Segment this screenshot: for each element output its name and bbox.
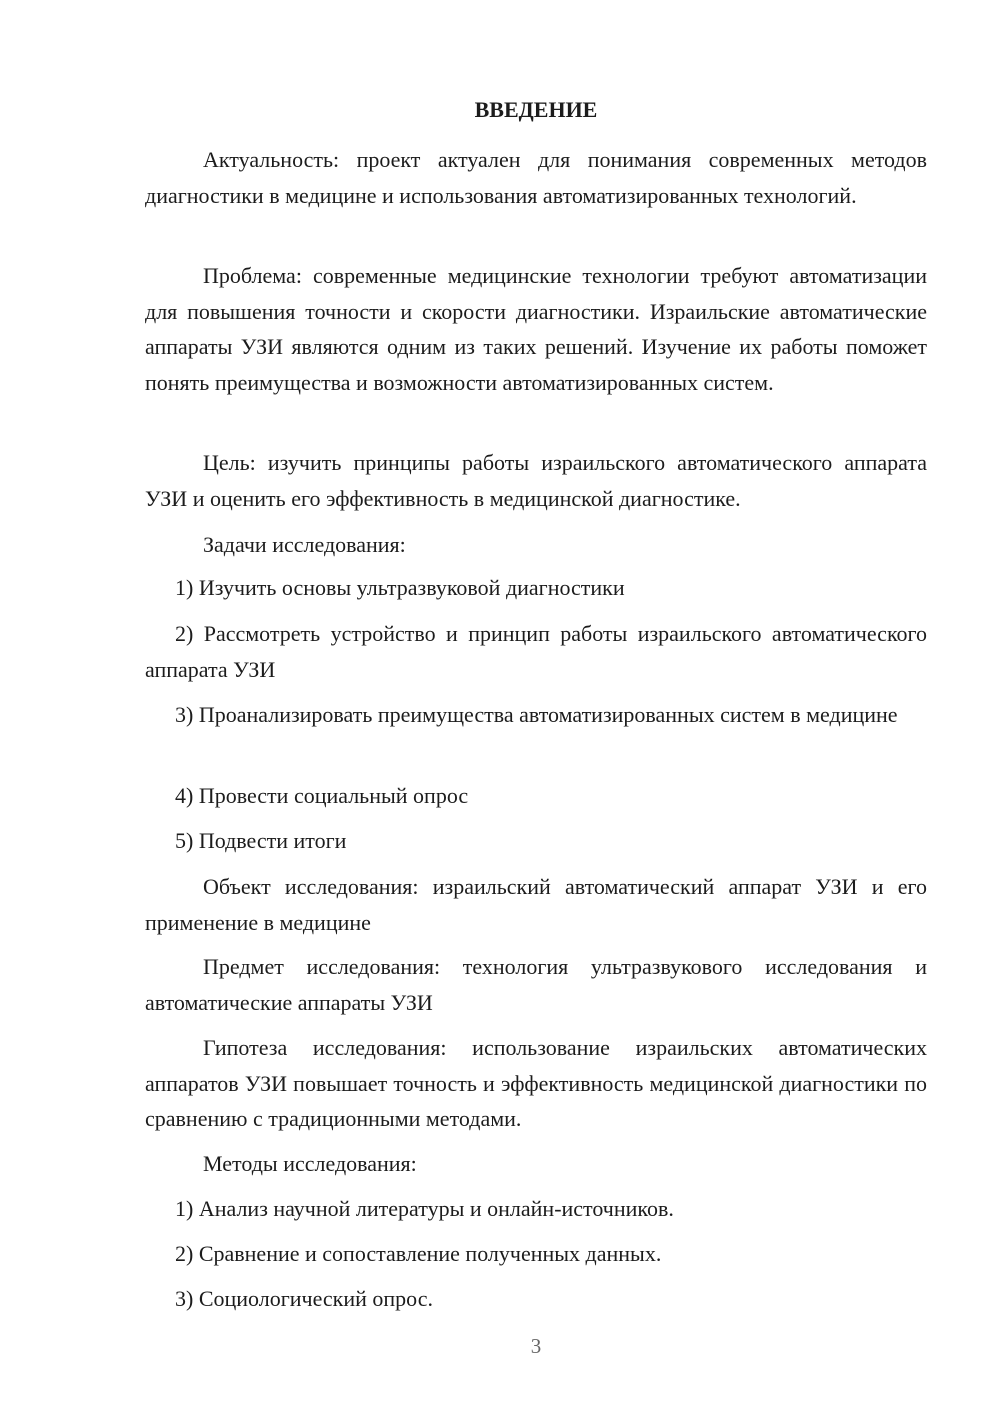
- tasks-heading: Задачи исследования:: [203, 532, 406, 557]
- method-item-2: 2) Сравнение и сопоставление полученных данных.: [175, 1241, 662, 1266]
- problem-paragraph: Проблема: современные медицинские технологии требуют автоматизации для повышения точности и скорости диагностики. Израильские автоматические аппараты УЗИ являются одним из таких решений. Изучение их работы поможет понять преимущества и возможности автоматизированных систем.: [145, 263, 927, 395]
- hypothesis-paragraph: Гипотеза исследования: использование израильских автоматических аппаратов УЗИ повышает точность и эффективность медицинской диагностики по сравнению с традиционными методами.: [145, 1035, 927, 1131]
- method-item-3: 3) Социологический опрос.: [175, 1286, 433, 1311]
- page-number: 3: [530, 1334, 542, 1358]
- task-item-5: 5) Подвести итоги: [175, 828, 347, 853]
- task-item-4: 4) Провести социальный опрос: [175, 783, 469, 808]
- task-item-2: 2) Рассмотреть устройство и принцип работы израильского автоматического аппарата УЗИ: [145, 621, 927, 682]
- task-item-3: 3) Проанализировать преимущества автоматизированных систем в медицине: [175, 702, 898, 727]
- methods-heading: Методы исследования:: [203, 1151, 417, 1176]
- method-item-1: 1) Анализ научной литературы и онлайн-источников.: [175, 1196, 674, 1221]
- goal-paragraph: Цель: изучить принципы работы израильского автоматического аппарата УЗИ и оценить его эффективность в медицинской диагностике.: [145, 450, 927, 511]
- page-title: ВВЕДЕНИЕ: [474, 97, 598, 122]
- subject-paragraph: Предмет исследования: технология ультразвукового исследования и автоматические аппараты УЗИ: [145, 954, 927, 1015]
- task-item-1: 1) Изучить основы ультразвуковой диагностики: [175, 575, 625, 600]
- object-paragraph: Объект исследования: израильский автоматический аппарат УЗИ и его применение в медицине: [145, 874, 927, 935]
- relevance-paragraph: Актуальность: проект актуален для понимания современных методов диагностики в медицине и использования автоматизированных технологий.: [145, 147, 927, 208]
